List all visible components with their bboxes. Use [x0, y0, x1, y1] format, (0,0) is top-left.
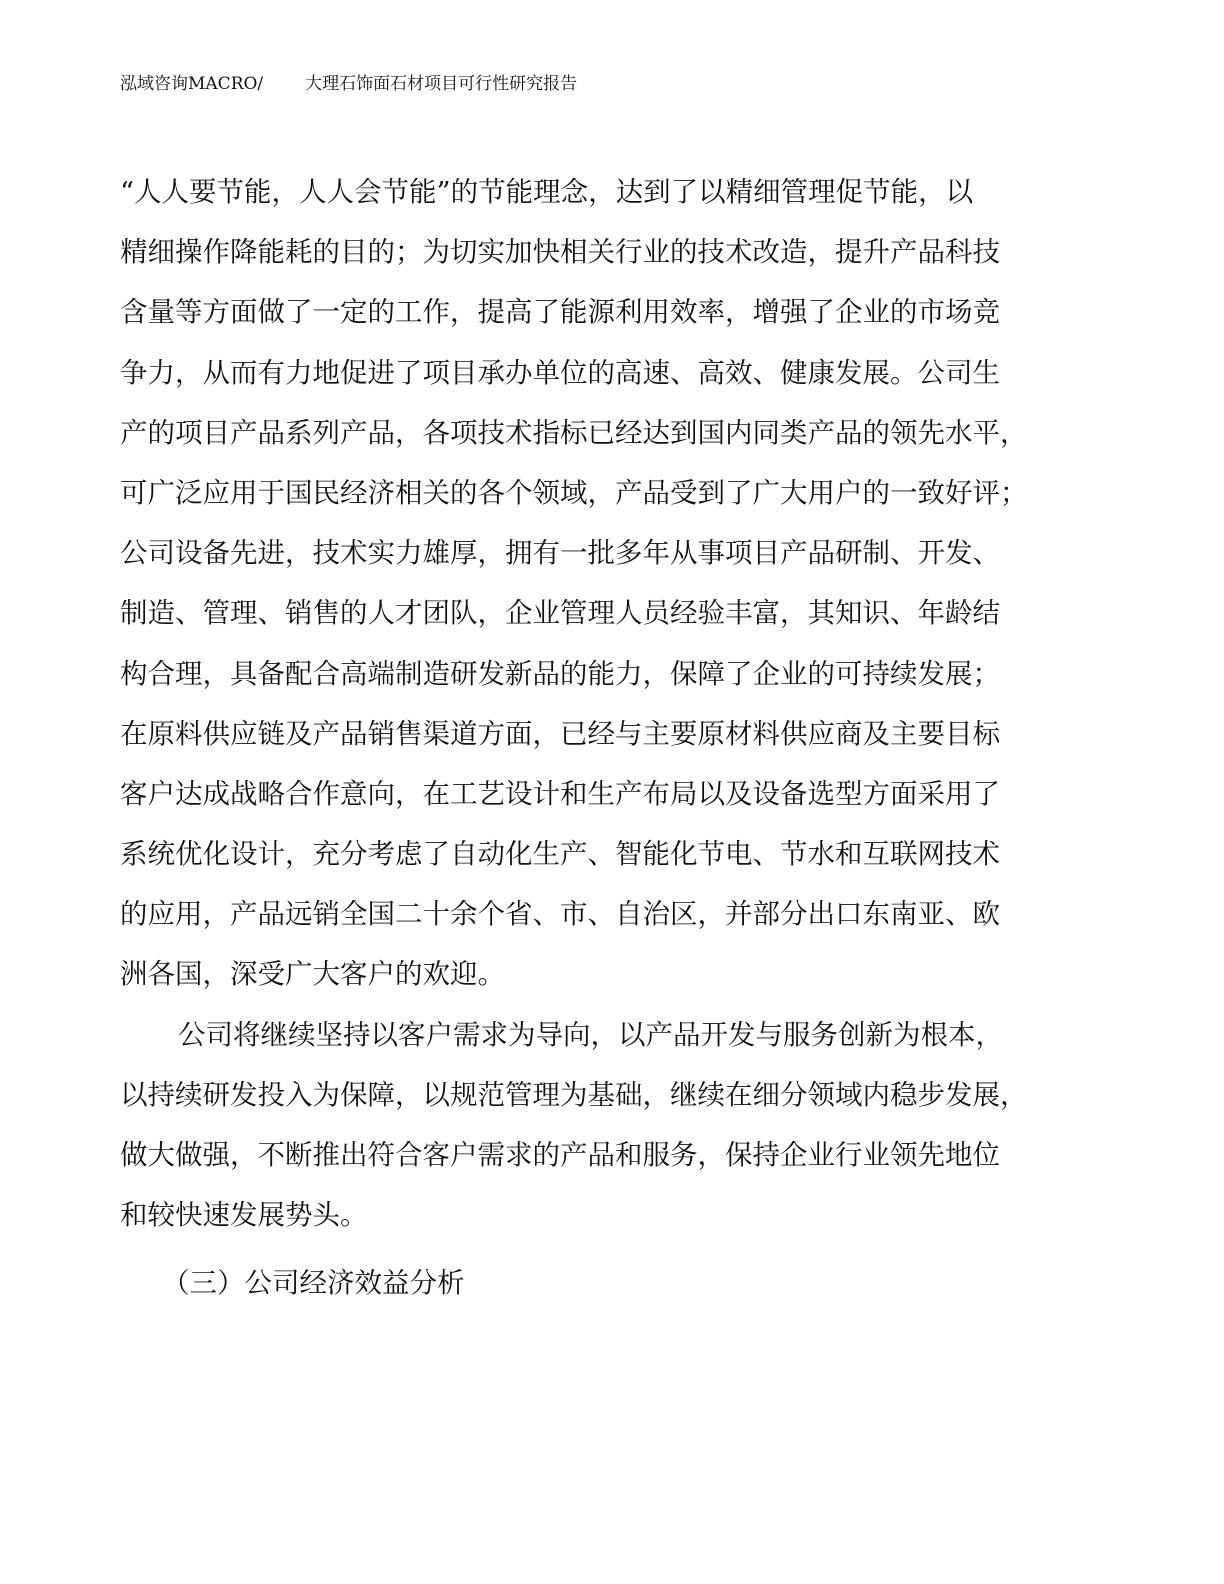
paragraph-1 — [120, 162, 1110, 1005]
text-line: 精细操作降能耗的目的；为切实加快相关行业的技术改造，提升产品科技 — [120, 236, 1000, 269]
text-line: 的应用，产品远销全国二十余个省、市、自治区，并部分出口东南亚、欧 — [120, 898, 1000, 931]
text-line: 系统优化设计，充分考虑了自动化生产、智能化节电、节水和互联网技术 — [120, 838, 1000, 871]
section-heading: （三）公司经济效益分析 — [162, 1267, 465, 1300]
text-line: 公司设备先进，技术实力雄厚，拥有一批多年从事项目产品研制、开发、 — [120, 537, 1000, 570]
text-line: 可广泛应用于国民经济相关的各个领域，产品受到了广大用户的一致好评； — [120, 476, 1028, 509]
text-line: 和较快速发展势头。 — [120, 1199, 368, 1232]
running-header — [120, 70, 577, 98]
text-line: 在原料供应链及产品销售渠道方面，已经与主要原材料供应商及主要目标 — [120, 717, 1000, 750]
text-line: 产的项目产品系列产品，各项技术指标已经达到国内同类产品的领先水平， — [120, 416, 1028, 449]
paragraph-2 — [120, 1005, 1110, 1246]
text-line: 做大做强，不断推出符合客户需求的产品和服务，保持企业行业领先地位 — [120, 1139, 1000, 1171]
text-line: 客户达成战略合作意向，在工艺设计和生产布局以及设备选型方面采用了 — [120, 777, 1000, 810]
header-publisher: 泓域咨询MACRO/ — [120, 74, 264, 94]
text-line: 公司将继续坚持以客户需求为导向，以产品开发与服务创新为根本， — [178, 1018, 1003, 1051]
text-line: 争力，从而有力地促进了项目承办单位的高速、高效、健康发展。公司生 — [120, 356, 1000, 389]
header-document-title: 大理石饰面石材项目可行性研究报告 — [305, 74, 578, 94]
text-line: 构合理，具备配合高端制造研发新品的能力，保障了企业的可持续发展； — [120, 657, 1000, 690]
text-line: 含量等方面做了一定的工作，提高了能源利用效率，增强了企业的市场竞 — [120, 296, 1000, 329]
text-line: 洲各国，深受广大客户的欢迎。 — [120, 958, 505, 991]
text-line: 制造、管理、销售的人才团队，企业管理人员经验丰富，其知识、年龄结 — [120, 597, 1000, 630]
text-line: “人人要节能，人人会节能”的节能理念，达到了以精细管理促节能，以 — [120, 176, 974, 208]
text-line: 以持续研发投入为保障，以规范管理为基础，继续在细分领域内稳步发展， — [120, 1078, 1028, 1111]
body-text — [120, 162, 1110, 1314]
